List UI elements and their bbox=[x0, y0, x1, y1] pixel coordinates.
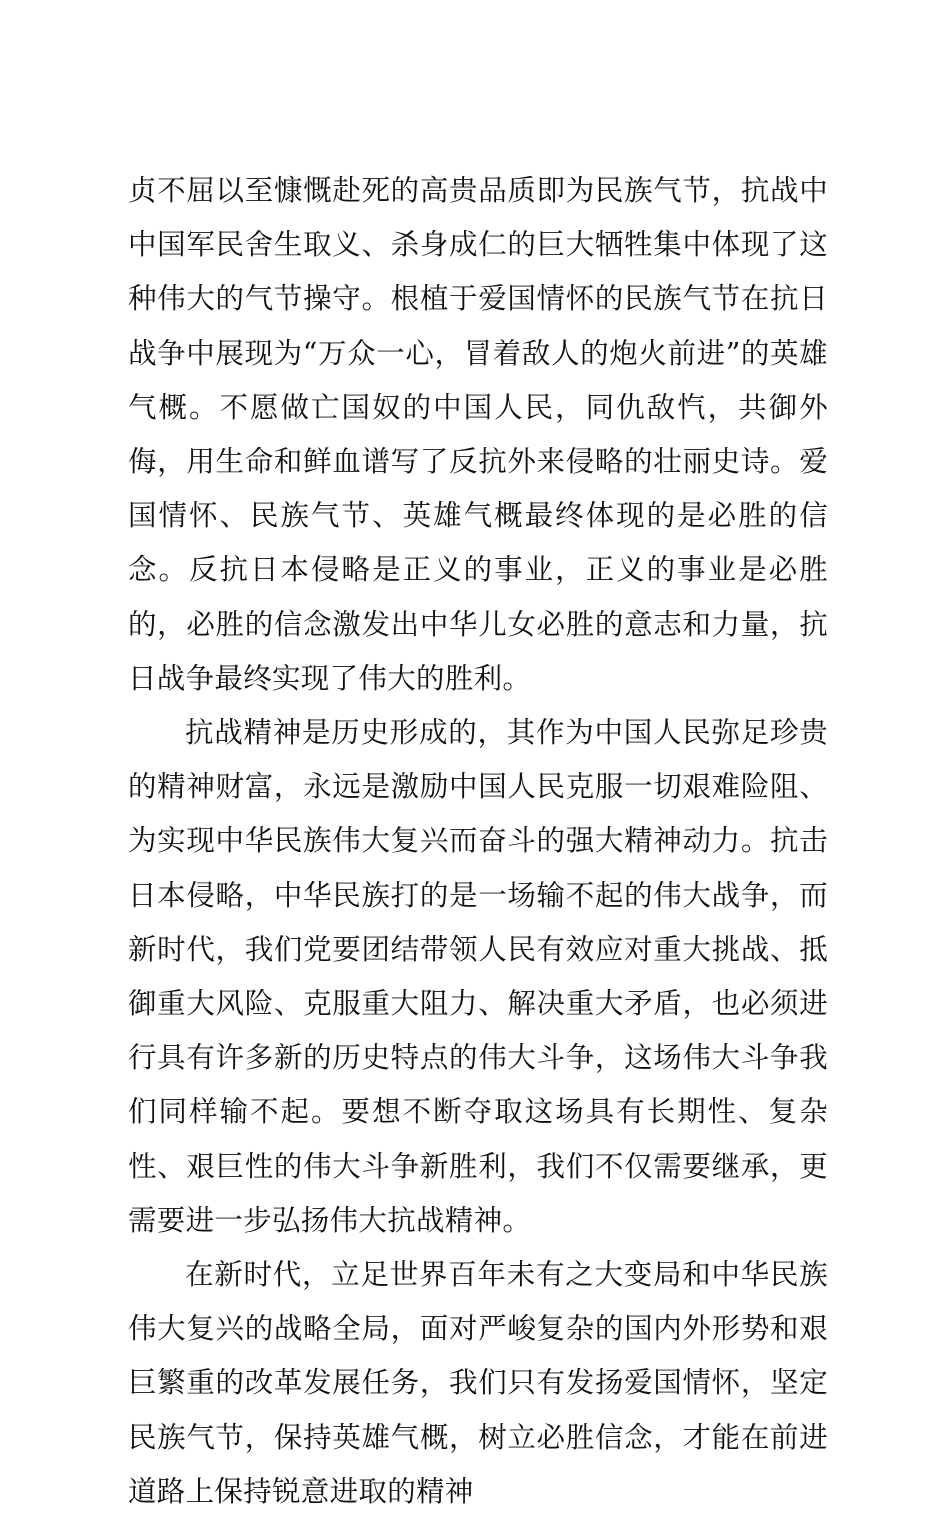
paragraph-new-era: 在新时代，立足世界百年未有之大变局和中华民族伟大复兴的战略全局，面对严峻复杂的国内外形势和艰巨繁重的改革发展任务，我们只有发扬爱国情怀，坚定民族气节，保持英雄气概，树立必胜信念，才能在前进道路上保持锐意进取的精神 bbox=[128, 1258, 828, 1508]
document-body bbox=[128, 164, 828, 1519]
paragraph-continued: 贞不屈以至慷慨赴死的高贵品质即为民族气节，抗战中中国军民舍生取义、杀身成仁的巨大牺牲集中体现了这种伟大的气节操守。根植于爱国情怀的民族气节在抗日战争中展现为“万众一心，冒着敌人的炮火前进”的英雄气概。不愿做亡国奴的中国人民，同仇敌忾，共御外侮，用生命和鲜血谱写了反抗外来侵略的壮丽史诗。爱国情怀、民族气节、英雄气概最终体现的是必胜的信念。反抗日本侵略是正义的事业，正义的事业是必胜的，必胜的信念激发出中华儿女必胜的意志和力量，抗日战争最终实现了伟大的胜利。 bbox=[128, 174, 828, 695]
paragraph-spirit-of-resistance: 抗战精神是历史形成的，其作为中国人民弥足珍贵的精神财富，永远是激励中国人民克服一切艰难险阻、为实现中华民族伟大复兴而奋斗的强大精神动力。抗击日本侵略，中华民族打的是一场输不起的伟大战争，而新时代，我们党要团结带领人民有效应对重大挑战、抵御重大风险、克服重大阻力、解决重大矛盾，也必须进行具有许多新的历史特点的伟大斗争，这场伟大斗争我们同样输不起。要想不断夺取这场具有长期性、复杂性、艰巨性的伟大斗争新胜利，我们不仅需要继承，更需要进一步弘扬伟大抗战精神。 bbox=[128, 716, 828, 1237]
